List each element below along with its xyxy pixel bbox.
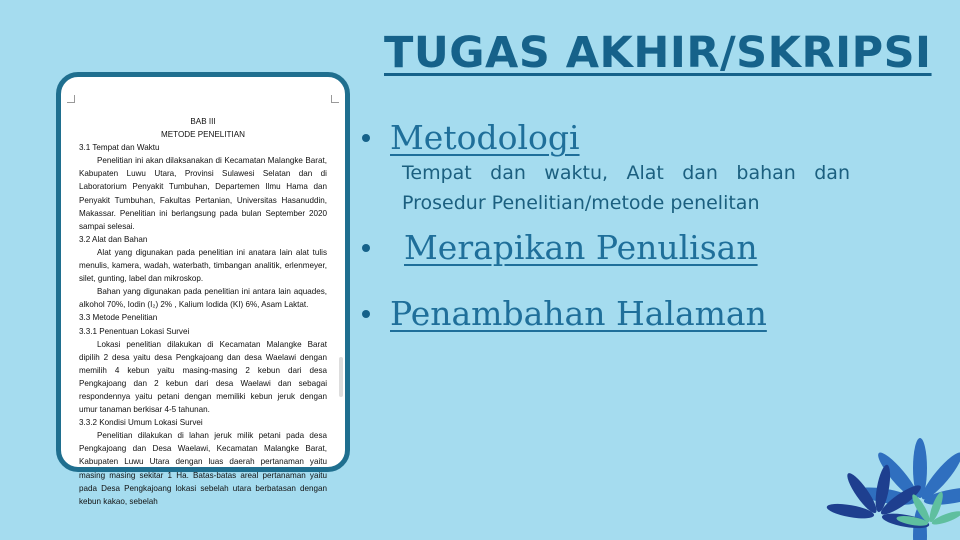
bullet-dot-icon xyxy=(362,310,370,318)
paragraph: Bahan yang digunakan pada penelitian ini antara lain aquades, alkohol 70%, Iodin (I₂) 2% , Kalium Iodida (KI) 6%, Asam Laktat. xyxy=(79,287,327,310)
slide-title: TUGAS AKHIR/SKRIPSI xyxy=(384,28,932,78)
document-body xyxy=(79,115,327,508)
chapter-title: METODE PENELITIAN xyxy=(161,130,245,140)
document-preview-frame xyxy=(56,72,350,506)
document-content xyxy=(79,141,327,508)
decorative-flower-icon xyxy=(830,420,960,540)
page-corner-mark xyxy=(331,95,339,103)
bullet-subtext: Tempat dan waktu, Alat dan bahan dan Prosedur Penelitian/metode penelitan xyxy=(402,162,850,214)
bullet-item-merapikan xyxy=(362,228,758,267)
paragraph: Penelitian ini akan dilaksanakan di Kecamatan Malangke Barat, Kabupaten Luwu Utara, Provinsi Sulawesi Selatan dan di Laboratorium Penyakit Tumbuhan, Departemen Ilmu Hama dan Penyakit Tumbuhan, Fakultas Pertanian, Universitas Hasanuddin, Makassar. Penelitian ini berlangsung pada bulan September 2020 sampai selesai. xyxy=(79,156,327,231)
section-heading: 3.3 Metode Penelitian xyxy=(79,313,158,323)
section-heading: 3.3.1 Penentuan Lokasi Survei xyxy=(79,326,190,336)
paragraph: Alat yang digunakan pada penelitian ini anatara lain alat tulis menulis, kamera, wadah, waterbath, timbangan analitik, erlenmeyer, silet, gunting, label dan mikroskop. xyxy=(79,247,327,284)
section-heading: 3.1 Tempat dan Waktu xyxy=(79,143,160,153)
page-corner-mark xyxy=(67,95,75,103)
bullet-item-penambahan xyxy=(362,294,767,333)
document-scrollbar[interactable] xyxy=(339,357,343,397)
paragraph: Penelitian dilakukan di lahan jeruk milik petani pada desa Pengkajoang dan Desa Waelawi, Kecamatan Malangke Barat, Kabupaten Luwu Utara dengan luas daerah pertanaman yaitu masing masing sekitar 1 Ha. Batas-batas areal pertanaman yaitu pada Desa Pengkajoang lokasi sebelah utara berbatasan dengan kebun kakao, sebelah xyxy=(79,431,327,506)
bullet-text: Merapikan Penulisan xyxy=(404,228,758,267)
document-page xyxy=(75,91,331,506)
paragraph: Lokasi penelitian dilakukan di Kecamatan Malangke Barat dipilih 2 desa yaitu desa Pengkajoang dan desa Waelawi dengan memilih 4 kebun yaitu masing-masing 2 kebun dari desa Pengkajoang dan 2 kebun dari desa Waelawi dan sebagai respondennya yaitu petani dengan memiliki kebun jeruk dengan umur tanaman berkisar 4-5 tahunan. xyxy=(79,339,327,415)
bullet-dot-icon xyxy=(362,244,370,252)
chapter-number: BAB III xyxy=(190,117,216,126)
section-heading: 3.3.2 Kondisi Umum Lokasi Survei xyxy=(79,418,203,428)
section-heading: 3.2 Alat dan Bahan xyxy=(79,234,148,244)
bullet-text: Penambahan Halaman xyxy=(390,294,767,333)
bullet-item-metodologi xyxy=(362,118,580,157)
bullet-text: Metodologi xyxy=(390,118,580,157)
bullet-dot-icon xyxy=(362,134,370,142)
